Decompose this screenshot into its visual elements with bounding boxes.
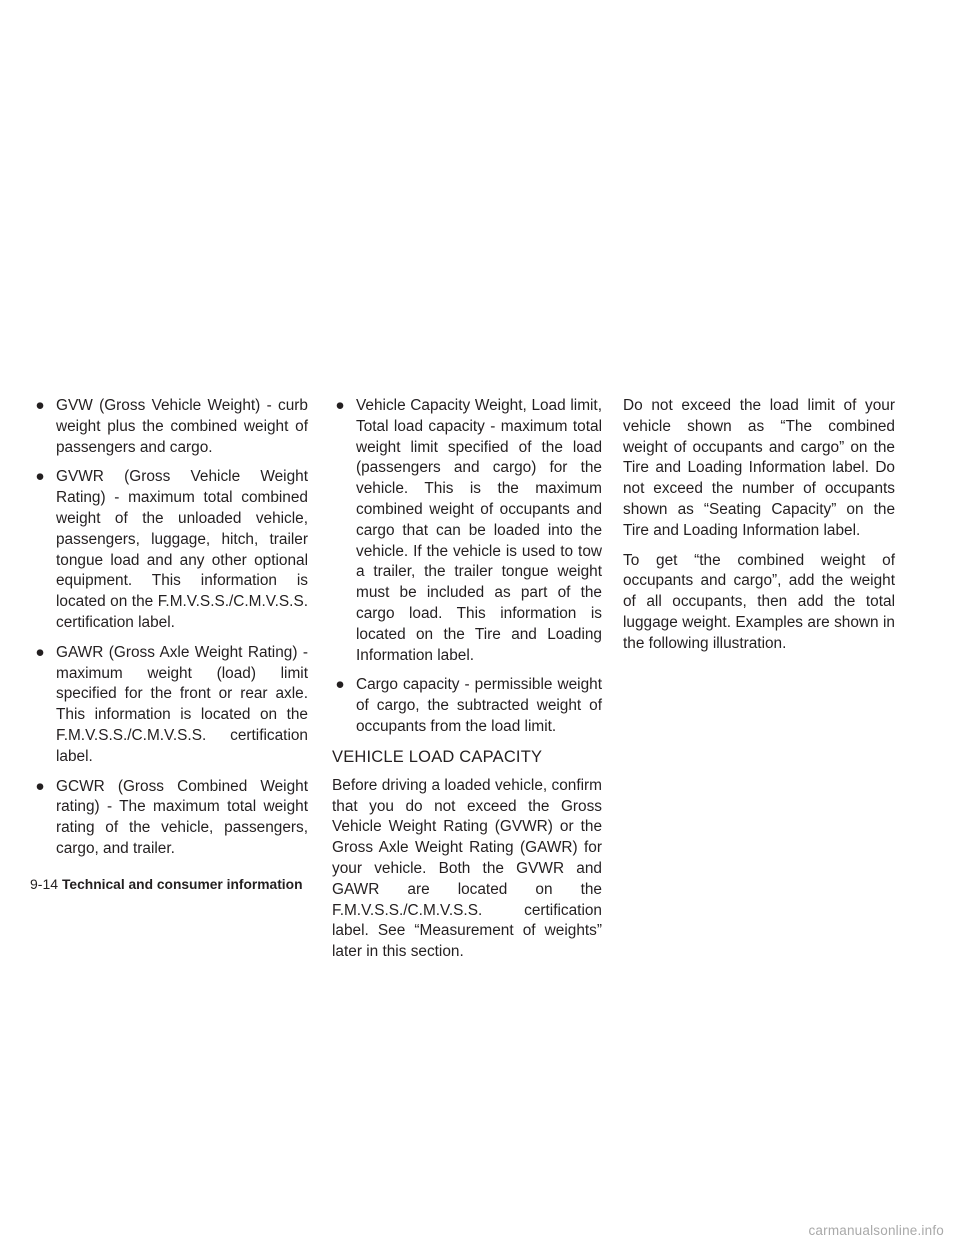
column-right xyxy=(623,396,895,664)
list-item-text: Vehicle Capacity Weight, Load limit, Total load capacity - maximum total weight limit specified of the load (passengers and cargo) for the vehicle. This is the maximum combined weight of occupants and cargo that can be loaded into the vehicle. If the vehicle is used to tow a trailer, the trailer tongue weight must be included as part of the cargo load. This information is located on the Tire and Loading Information label. xyxy=(356,397,602,664)
column-left xyxy=(32,396,308,869)
list-item-vehicle-capacity-weight xyxy=(332,396,602,666)
list-item-text: GVW (Gross Vehicle Weight) - curb weight plus the combined weight of passengers and cargo. xyxy=(56,397,308,456)
column-middle xyxy=(332,396,602,972)
list-item-text: Cargo capacity - permissible weight of cargo, the subtracted weight of occupants from the load limit. xyxy=(356,676,602,735)
list-item-text: GAWR (Gross Axle Weight Rating) - maximum weight (load) limit specified for the front or rear axle. This information is located on the F.M.V.S.S./C.M.V.S.S. certification label. xyxy=(56,643,308,765)
section-heading: VEHICLE LOAD CAPACITY xyxy=(332,747,543,766)
list-item-cargo-capacity xyxy=(332,675,602,737)
list-item-gawr xyxy=(32,643,308,768)
page-number: 9-14 xyxy=(30,876,59,892)
bullet-icon: ● xyxy=(335,397,345,414)
body-paragraph: To get “the combined weight of occupants and cargo”, add the weight of all occupants, then add the total luggage weight. Examples are shown in the following illustration. xyxy=(623,551,895,652)
list-item-gvw xyxy=(32,396,308,458)
body-paragraph: Do not exceed the load limit of your vehicle shown as “The combined weight of occupants and cargo” on the Tire and Loading Information label. Do not exceed the number of occupants shown as “Seating Capacity” on the Tire and Loading Information label. xyxy=(623,397,895,539)
bullet-icon: ● xyxy=(35,468,45,486)
page-footer xyxy=(30,876,303,892)
section-title: Technical and consumer information xyxy=(62,877,303,892)
list-item-gcwr xyxy=(32,777,308,860)
body-paragraph: Before driving a loaded vehicle, confirm that you do not exceed the Gross Vehicle Weight Rating (GVWR) or the Gross Axle Weight Rating (GAWR) for your vehicle. Both the GVWR and GAWR are located on the F.M.V.S.S./C.M.V.S.S. certification label. See “Measurement of weights” later in this section. xyxy=(332,776,602,961)
bullet-icon: ● xyxy=(335,676,345,694)
bullet-icon: ● xyxy=(35,643,45,661)
list-item-text: GCWR (Gross Combined Weight rating) - The maximum total weight rating of the vehicle, passengers, cargo, and trailer. xyxy=(56,777,308,857)
list-item-text: GVWR (Gross Vehicle Weight Rating) - maximum total combined weight of the unloaded vehicle, passengers, luggage, hitch, trailer tongue load and any other optional equipment. This information is located on the F.M.V.S.S./C.M.V.S.S. certification label. xyxy=(56,468,308,631)
list-item-gvwr xyxy=(32,467,308,633)
bullet-icon: ● xyxy=(35,777,45,795)
watermark: carmanualsonline.info xyxy=(808,1223,944,1238)
bullet-icon: ● xyxy=(35,397,45,414)
